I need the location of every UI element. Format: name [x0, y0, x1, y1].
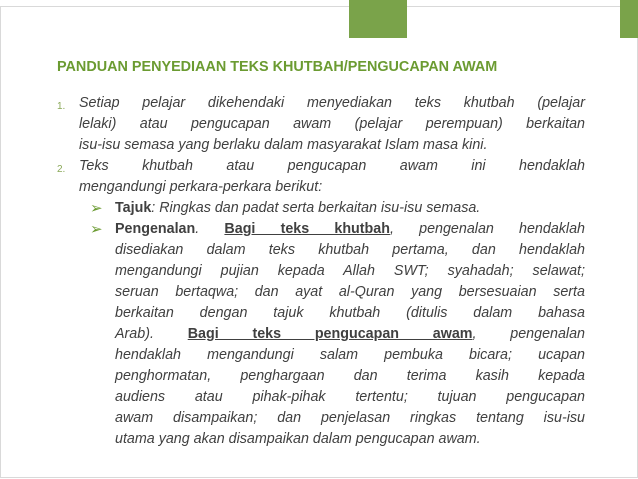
- tajuk-text: : Ringkas dan padat serta berkaitan isu-isu semasa.: [151, 200, 481, 216]
- item-line: mengandungi perkara-perkara berikut:: [79, 179, 323, 195]
- arrow-bullet-icon: ➢: [90, 200, 103, 217]
- sub-item-line: [115, 219, 585, 240]
- sub-item-line: hendaklah mengandungi salam pembuka bicara; ucapan: [115, 347, 585, 363]
- arrow-bullet-icon: ➢: [90, 221, 103, 238]
- item-number: 1.: [57, 101, 66, 112]
- line-text: , pengenalan hendaklah: [389, 221, 586, 237]
- sub-item-line: seruan bertaqwa; dan ayat al-Quran yang bersesuaian serta: [115, 284, 585, 300]
- sub-item-line: [115, 198, 585, 219]
- item-line: lelaki) atau pengucapan awam (pelajar perempuan) berkaitan: [79, 116, 585, 132]
- sub-item-line: mengandungi pujian kepada Allah SWT; syahadah; selawat;: [115, 263, 585, 279]
- sub-item-line: utama yang akan disampaikan dalam pengucapan awam.: [115, 431, 481, 447]
- list-item-1: [57, 93, 585, 156]
- item-number: 2.: [57, 164, 66, 175]
- keyword-tajuk: Tajuk: [115, 200, 152, 216]
- line-text: Arab).: [115, 326, 154, 342]
- slide-title: PANDUAN PENYEDIAAN TEKS KHUTBAH/PENGUCAPAN AWAM: [57, 59, 498, 75]
- accent-decoration-right: [620, 0, 638, 38]
- slide-content: [57, 93, 585, 450]
- item-line: Teks khutbah atau pengucapan awam ini hendaklah: [79, 158, 585, 174]
- item-line: Setiap pelajar dikehendaki menyediakan teks khutbah (pelajar: [79, 95, 585, 111]
- keyword-pengenalan: Pengenalan: [115, 221, 196, 237]
- line-text: , pengenalan: [472, 326, 586, 342]
- list-item-2: [57, 156, 585, 198]
- underlined-khutbah: Bagi teks khutbah: [224, 221, 390, 237]
- sub-item-line: [115, 324, 585, 345]
- sub-item-tajuk: [57, 198, 585, 219]
- underlined-pengucapan: Bagi teks pengucapan awam: [187, 326, 473, 342]
- sub-item-line: berkaitan dengan tajuk khutbah (ditulis dalam bahasa: [115, 305, 585, 321]
- separator: .: [195, 221, 200, 237]
- sub-item-line: awam disampaikan; dan penjelasan ringkas tentang isu-isu: [115, 410, 585, 426]
- sub-item-line: penghormatan, penghargaan dan terima kasih kepada: [115, 368, 585, 384]
- sub-item-line: disediakan dalam teks khutbah pertama, dan hendaklah: [115, 242, 585, 258]
- item-line: isu-isu semasa yang berlaku dalam masyarakat Islam masa kini.: [79, 137, 488, 153]
- accent-decoration: [349, 0, 407, 38]
- sub-item-pengenalan: [57, 219, 585, 450]
- sub-item-line: audiens atau pihak-pihak tertentu; tujuan pengucapan: [115, 389, 585, 405]
